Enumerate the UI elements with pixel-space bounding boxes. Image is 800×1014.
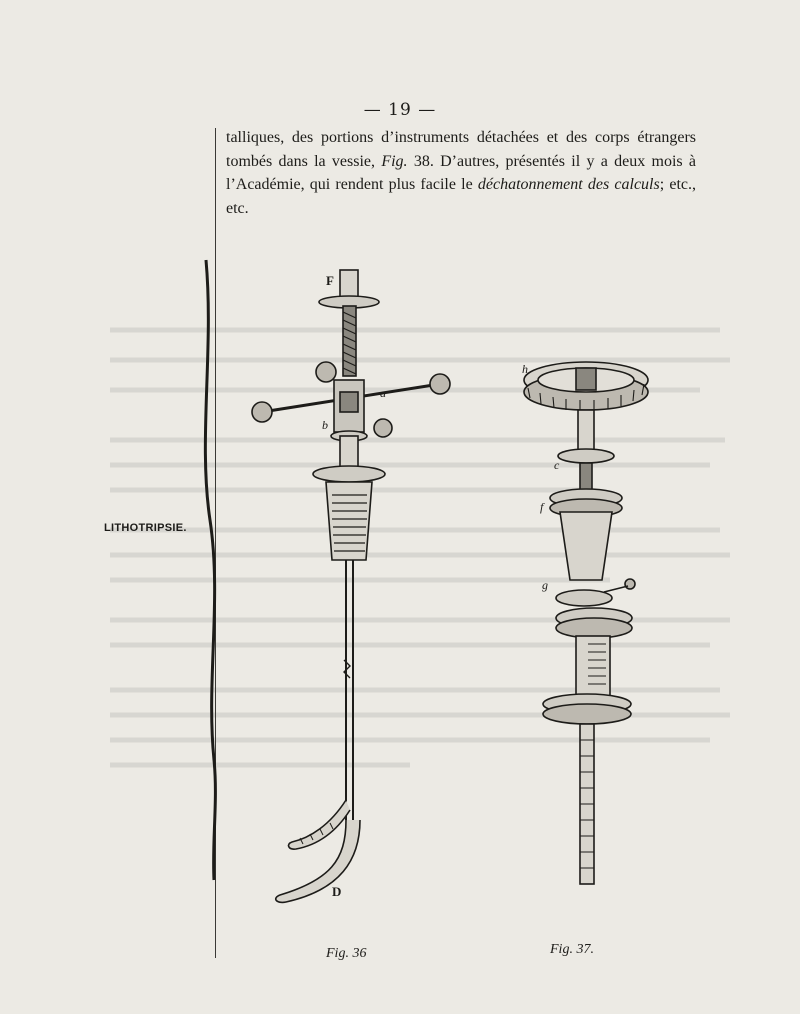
- fig36-letter-a: a: [380, 386, 386, 400]
- page-number: — 19 —: [363, 100, 437, 120]
- fig37-letter-f: f: [540, 500, 544, 514]
- body-text-part-3: ; etc., etc.: [226, 176, 697, 217]
- fig-reference: Fig.: [381, 152, 408, 170]
- fig37-letter-h: h: [522, 362, 528, 376]
- figure-37-instrument: [524, 362, 648, 884]
- fig37-letter-g: g: [542, 578, 548, 592]
- fig36-letter-d: D: [332, 884, 342, 899]
- figure-36-instrument: [252, 270, 450, 902]
- body-text-part-2: 38. D’autres, présentés il y a deux mois à l’Académie, qui rendent plus facile le: [226, 152, 696, 193]
- body-text-part-1: talliques, des portions d’instruments détachées et des corps étrangers tombés dans la vessie,: [226, 129, 696, 170]
- italic-phrase: déchatonnement des calculs: [477, 176, 660, 193]
- fig36-letter-f: F: [326, 273, 334, 288]
- side-note-lithotripsie: LITHOTRIPSIE.: [104, 522, 187, 534]
- fig36-caption: Fig. 36: [326, 946, 367, 961]
- fig37-caption: Fig. 37.: [550, 942, 594, 957]
- fig36-letter-b: b: [322, 418, 328, 432]
- brace-line: [205, 260, 215, 880]
- fig37-letter-c: c: [554, 458, 560, 472]
